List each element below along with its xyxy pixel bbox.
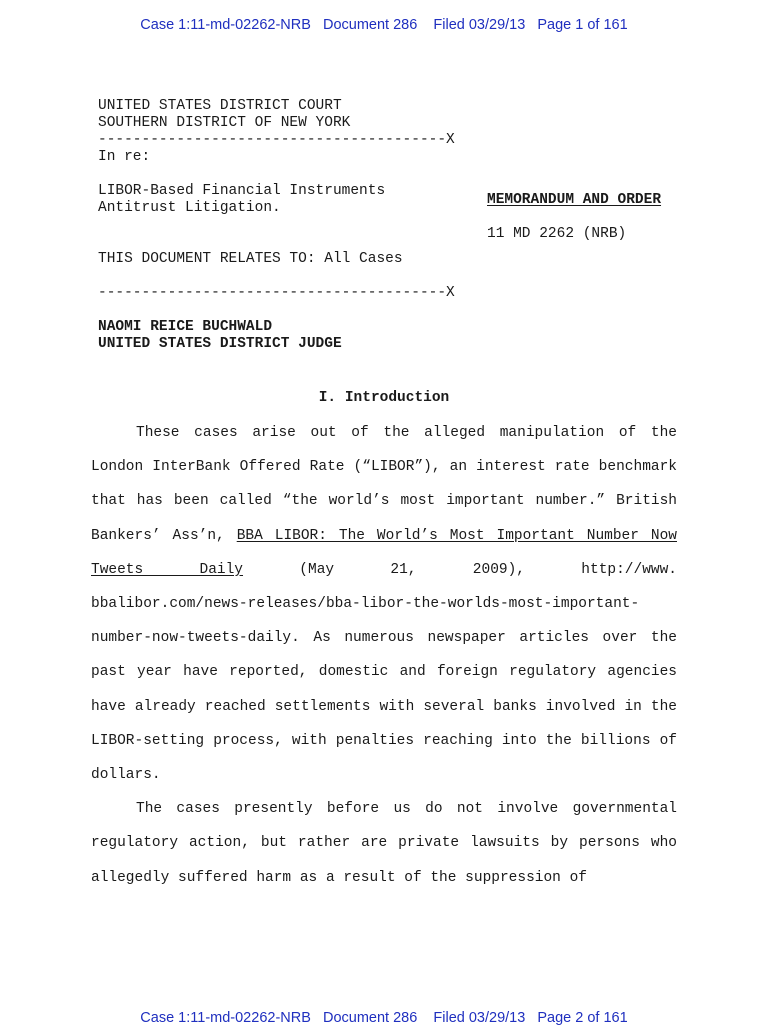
document-title: MEMORANDUM AND ORDER [487, 192, 662, 208]
caption-divider-top: ----------------------------------------X [98, 132, 455, 148]
citation-url: bbalibor.com/news-releases/bba-libor-the-worlds-most-important- [91, 596, 640, 613]
court-name-line1: UNITED STATES DISTRICT COURT [98, 98, 342, 114]
paragraph-1-text-c: number-now-tweets-daily. As numerous newspaper articles over the past year have reported, domestic and foreign regulatory agencies have already reached settlements with several banks involved in the LIBOR-setting process, with penalties reaching into the billions of dollars. [91, 630, 677, 784]
ecf-header-stamp: Case 1:11-md-02262-NRB Document 286 Filed 03/29/13 Page 1 of 161 [140, 17, 628, 33]
paragraph-1-text-a: These cases arise out of the alleged manipulation of the London InterBank Offered Rate (“LIBOR”), an interest rate benchmark that has been called “the world’s most important number.” British Bankers’ Ass’n, [91, 425, 677, 544]
section-heading: I. Introduction [318, 390, 450, 406]
caption-divider-bottom: ----------------------------------------X [98, 285, 455, 301]
case-name-line2: Antitrust Litigation. [98, 200, 281, 216]
paragraph-1-text-b: (May 21, 2009), http://www. [243, 561, 678, 578]
paragraph-1 [91, 416, 677, 792]
judge-title: UNITED STATES DISTRICT JUDGE [98, 336, 342, 352]
court-name-line2: SOUTHERN DISTRICT OF NEW YORK [98, 115, 351, 131]
in-re-label: In re: [98, 149, 151, 165]
ecf-footer-stamp: Case 1:11-md-02262-NRB Document 286 Filed 03/29/13 Page 2 of 161 [140, 1010, 628, 1026]
body-text [91, 416, 677, 895]
judge-name: NAOMI REICE BUCHWALD [98, 319, 273, 335]
citation-title: BBA LIBOR: The World’s Most Important Number Now Tweets Daily [91, 527, 677, 578]
relates-to-line: THIS DOCUMENT RELATES TO: All Cases [98, 251, 403, 267]
paragraph-2: The cases presently before us do not involve governmental regulatory action, but rather are private lawsuits by persons who allegedly suffered harm as a result of the suppression of [91, 801, 677, 886]
case-name-line1: LIBOR-Based Financial Instruments [98, 183, 386, 199]
docket-number: 11 MD 2262 (NRB) [487, 226, 627, 242]
